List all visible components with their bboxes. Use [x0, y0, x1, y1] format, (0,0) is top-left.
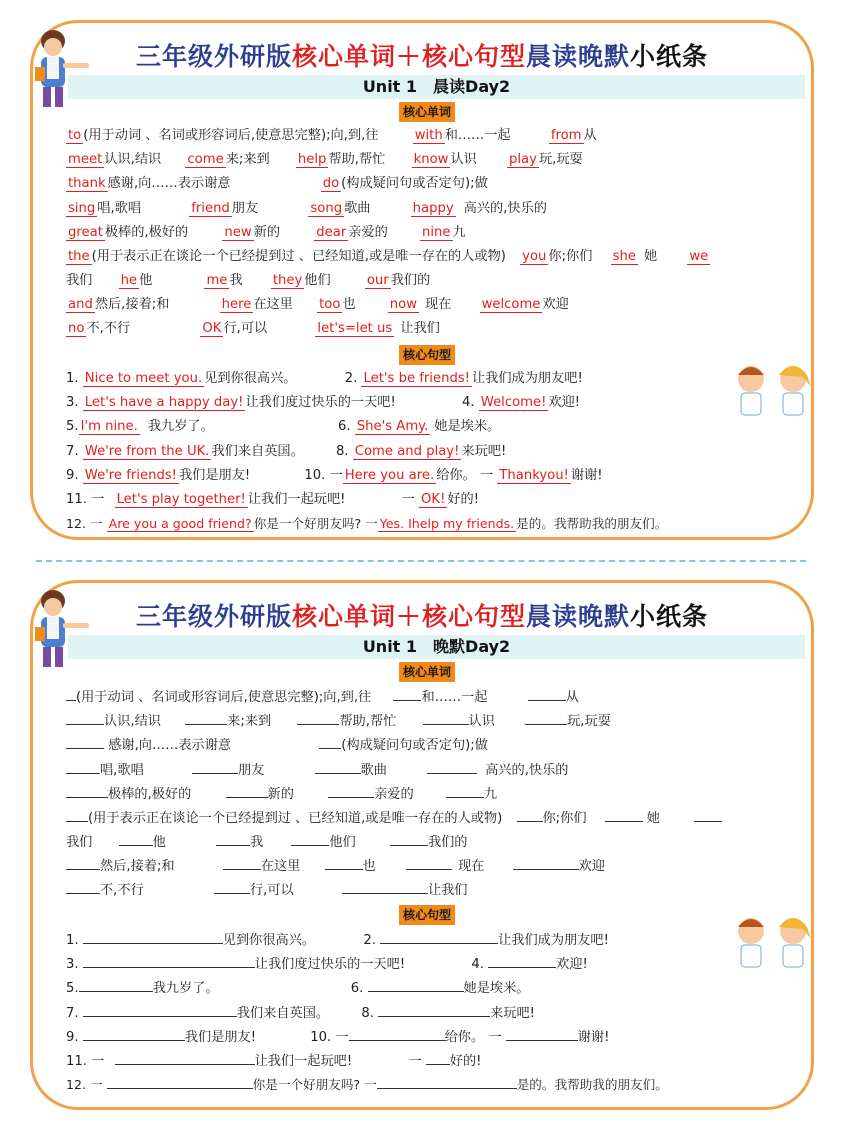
word-row: and 然后,接着;和 here 在这里 too 也 now 现在 welcome 欢迎	[68, 297, 569, 312]
word-row: 不,不行 行,可以 让我们	[66, 880, 468, 900]
word-row: 极棒的,极好的 新的 亲爱的 九	[66, 784, 497, 804]
sentence-row: 12. 一 你是一个好朋友吗? 一 是的。我帮助我的朋友们。	[66, 1077, 668, 1092]
sentence-row: 12. 一 Are you a good friend? 你是一个好朋友吗? 一 Yes. Ihelp my friends. 是的。我帮助我的朋友们。	[66, 516, 668, 531]
morning-reading-card	[30, 20, 814, 540]
word-row: sing 唱,歌唱 friend 朋友 song 歌曲 happy 高兴的,快乐的	[68, 201, 547, 216]
sentence-row: 7. 我们来自英国。 8. 来玩吧!	[66, 1003, 535, 1023]
kids-icon	[727, 361, 819, 425]
core-sentences-tag: 核心句型	[399, 905, 455, 925]
word-row: meet 认识,结识 come 来;来到 help 帮助,帮忙 know 认识 play 玩,玩耍	[68, 152, 583, 167]
evening-dictation-card	[30, 580, 814, 1110]
sentence-row: 11. 一 让我们一起玩吧! 一 好的!	[66, 1051, 481, 1071]
sentence-row: 5. 我九岁了。 6. 她是埃米。	[66, 978, 529, 998]
card-title: 三年级外研版核心单词＋核心句型晨读晚默小纸条	[135, 602, 709, 631]
word-row: 我们 他 我 他们 我们的	[66, 832, 468, 852]
word-row: great 极棒的,极好的 new 新的 dear 亲爱的 nine 九	[68, 225, 466, 240]
core-sentences-tag: 核心句型	[399, 345, 455, 365]
word-row: (用于表示正在谈论一个已经提到过 、已经知道,或是唯一存在的人或物) 你;你们 她	[66, 808, 722, 828]
word-row: 然后,接着;和 在这里 也 现在 欢迎	[66, 856, 605, 876]
word-row: 唱,歌唱 朋友 歌曲 高兴的,快乐的	[66, 760, 568, 780]
sentence-row: 3. 让我们度过快乐的一天吧! 4. 欢迎!	[66, 954, 588, 974]
kids-icon	[727, 913, 819, 977]
dashed-divider	[36, 560, 806, 562]
sentence-row: 3. Let's have a happy day! 让我们度过快乐的一天吧! 4. Welcome! 欢迎!	[66, 395, 581, 410]
word-row: (用于动词 、名词或形容词后,使意思完整);向,到,往 和……一起 从	[66, 687, 579, 707]
sentence-row: 7. We're from the UK. 我们来自英国。 8. Come and play! 来玩吧!	[66, 444, 507, 459]
unit-heading: Unit 1 晨读Day2	[68, 75, 805, 99]
core-words-tag: 核心单词	[399, 102, 455, 122]
word-row: thank 感谢,向……表示谢意 do (构成疑问句或否定句);做	[68, 176, 488, 191]
sentence-row: 9. We're friends! 我们是朋友! 10. 一 Here you are. 给你。 一 Thankyou! 谢谢!	[66, 468, 603, 483]
sentence-row: 9. 我们是朋友! 10. 一 给你。 一 谢谢!	[66, 1027, 609, 1047]
word-row: 感谢,向……表示谢意 (构成疑问句或否定句);做	[66, 735, 488, 755]
word-row: no 不,不行 OK 行,可以 let's=let us 让我们	[68, 321, 440, 336]
card-title: 三年级外研版核心单词＋核心句型晨读晚默小纸条	[135, 42, 709, 71]
sentence-row: 5. I'm nine. 我九岁了。 6. She's Amy. 她是埃米。	[66, 419, 501, 434]
word-row: 认识,结识 来;来到 帮助,帮忙 认识 玩,玩耍	[66, 711, 611, 731]
sentence-row: 1. 见到你很高兴。 2. 让我们成为朋友吧!	[66, 930, 609, 950]
sentence-row: 1. Nice to meet you. 见到你很高兴。 2. Let's be friends! 让我们成为朋友吧!	[66, 371, 583, 386]
unit-heading: Unit 1 晚默Day2	[68, 635, 805, 659]
word-row: to (用于动词 、名词或形容词后,使意思完整);向,到,往 with 和……一起 from 从	[68, 128, 597, 143]
word-row: 我们 he 他 me 我 they 他们 our 我们的	[66, 273, 431, 288]
sentence-row: 11. 一 Let's play together! 让我们一起玩吧! 一 OK! 好的!	[66, 492, 480, 507]
core-words-tag: 核心单词	[399, 662, 455, 682]
word-row: the (用于表示正在谈论一个已经提到过 、已经知道,或是唯一存在的人或物) you 你;你们 she 她 we	[68, 249, 709, 264]
